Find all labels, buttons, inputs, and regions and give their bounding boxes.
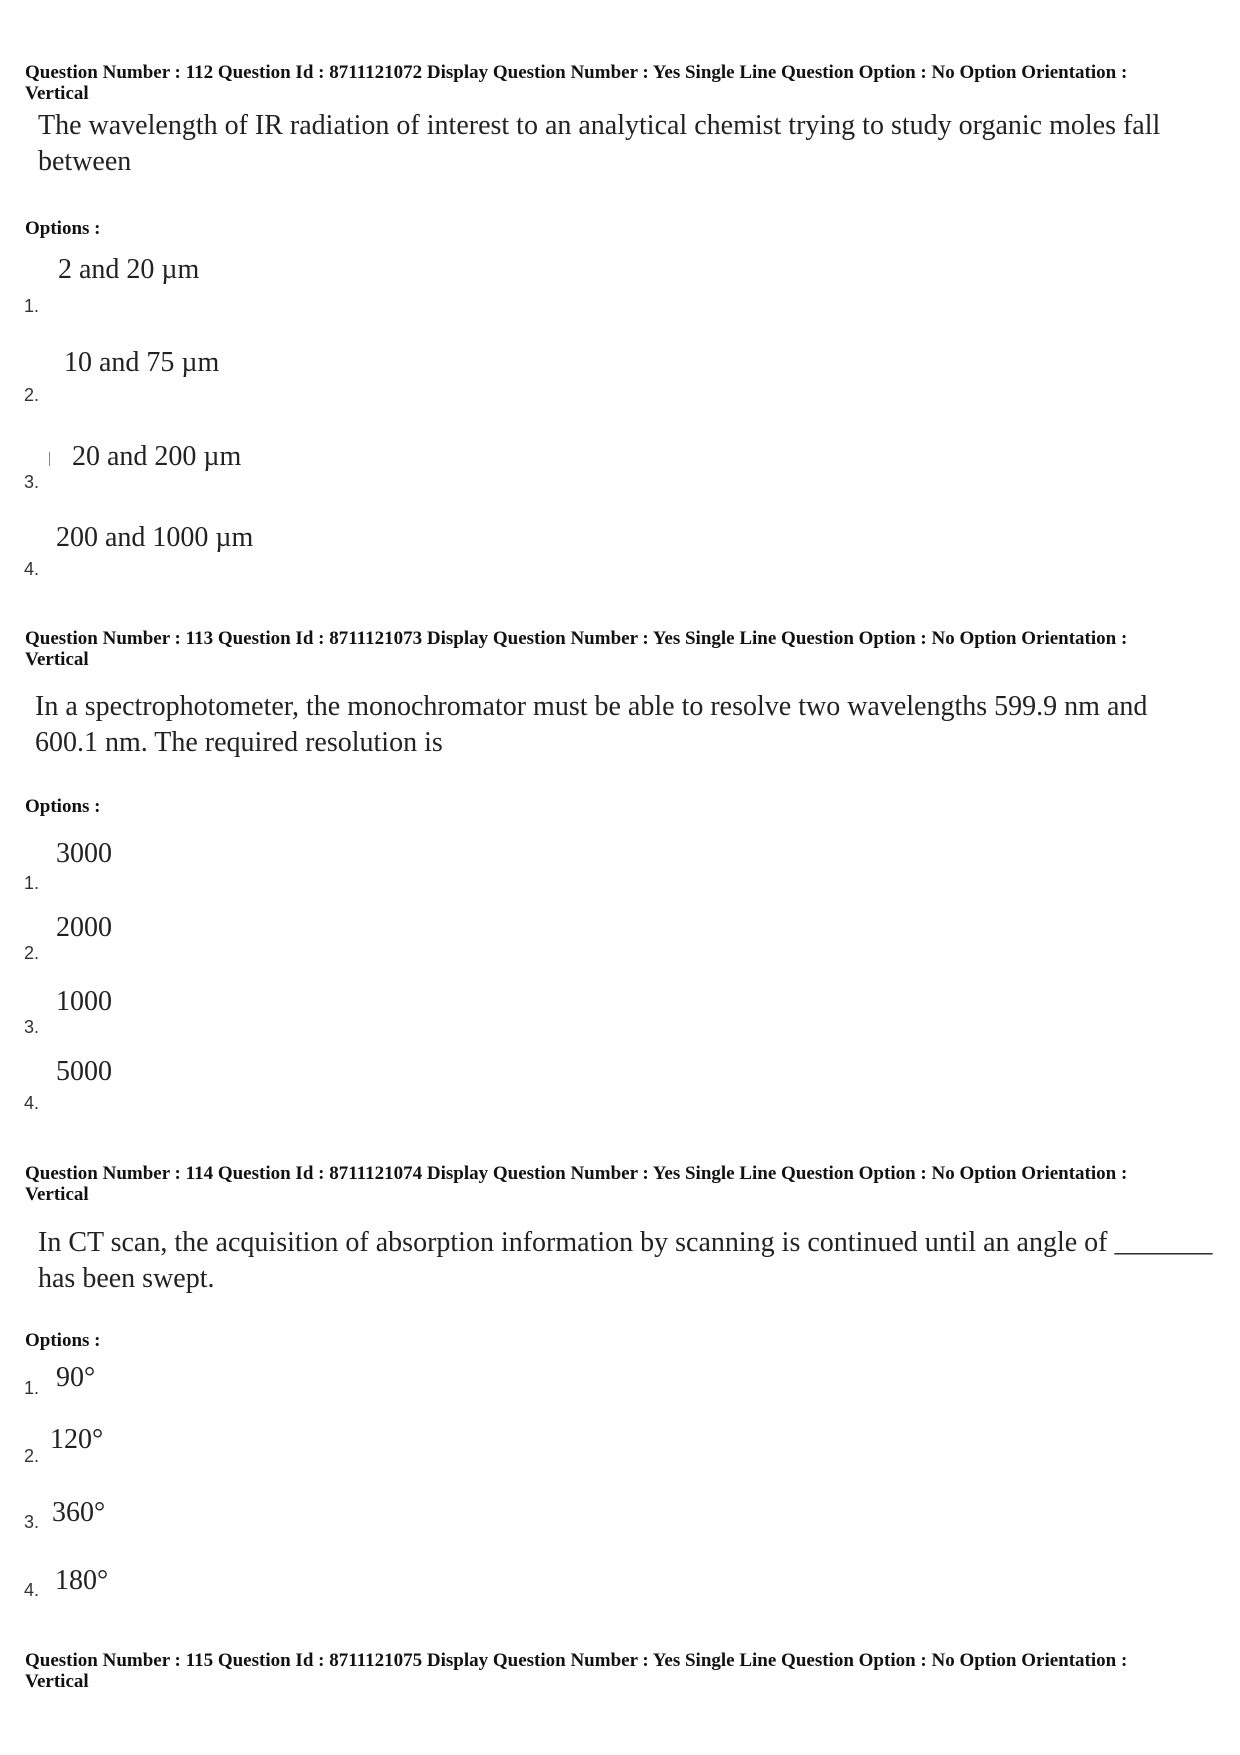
option-number: 3.	[24, 472, 40, 492]
option-number: 2.	[24, 1446, 40, 1466]
scan-mark	[49, 452, 50, 466]
option-text: 120°	[50, 1424, 104, 1455]
option-text: 90°	[56, 1362, 96, 1393]
option-number: 2.	[24, 385, 40, 405]
option-text: 180°	[55, 1565, 109, 1596]
question-text: In a spectrophotometer, the monochromator must be able to resolve two wavelengths 599.9 nm and 600.1 nm. The required resolution is	[35, 691, 1148, 758]
option-text: 20 and 200 µm	[72, 441, 242, 472]
option-number: 4.	[24, 1580, 40, 1600]
option-text: 1000	[56, 986, 112, 1017]
options-label: Options :	[25, 1330, 101, 1351]
question-meta: Question Number : 112 Question Id : 8711121072 Display Question Number : Yes Single Line Question Option : No Option Orientation : Vertical	[25, 62, 1128, 104]
option-number: 1.	[24, 1378, 40, 1398]
option-text: 2000	[56, 912, 112, 943]
option-text: 5000	[56, 1056, 112, 1087]
option-text: 360°	[52, 1497, 106, 1528]
option-text: 200 and 1000 µm	[56, 522, 254, 553]
option-number: 3.	[24, 1512, 40, 1532]
option-number: 1.	[24, 296, 40, 316]
question-meta: Question Number : 113 Question Id : 8711121073 Display Question Number : Yes Single Line Question Option : No Option Orientation : Vertical	[25, 628, 1128, 670]
option-text: 10 and 75 µm	[64, 347, 220, 378]
question-meta: Question Number : 114 Question Id : 8711121074 Display Question Number : Yes Single Line Question Option : No Option Orientation : Vertical	[25, 1163, 1128, 1205]
option-text: 3000	[56, 838, 112, 869]
options-label: Options :	[25, 796, 101, 817]
question-meta: Question Number : 115 Question Id : 8711121075 Display Question Number : Yes Single Line Question Option : No Option Orientation : Vertical	[25, 1650, 1128, 1692]
options-label: Options :	[25, 218, 101, 239]
option-number: 1.	[24, 873, 40, 893]
option-number: 3.	[24, 1017, 40, 1037]
question-text: The wavelength of IR radiation of interest to an analytical chemist trying to study organic moles fall between	[38, 110, 1161, 177]
option-number: 4.	[24, 1093, 40, 1113]
question-text: In CT scan, the acquisition of absorption information by scanning is continued until an angle of _______ has been swept.	[38, 1227, 1213, 1294]
option-text: 2 and 20 µm	[58, 254, 200, 285]
option-number: 4.	[24, 559, 40, 579]
option-number: 2.	[24, 943, 40, 963]
